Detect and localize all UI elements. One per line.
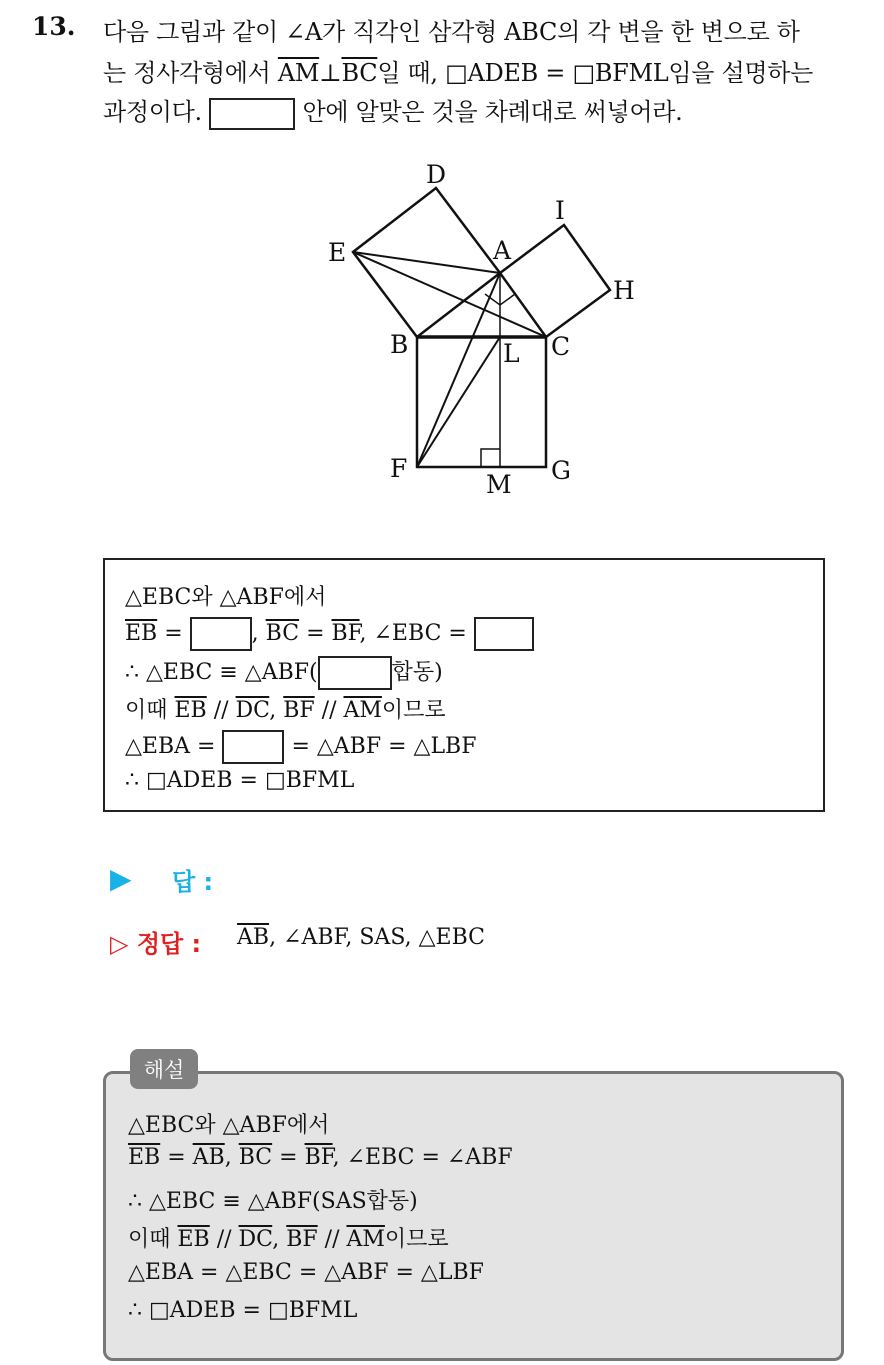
correct-answer-label: ▷ 정답 : (110, 930, 202, 958)
segment-bc: $\overline{BC}$ (265, 621, 300, 646)
segment-am: $\overline{AM}$ (346, 1227, 385, 1252)
congruence-suffix: 합동) (391, 660, 443, 685)
segment-am: $\overline{AM}$ (343, 698, 382, 723)
segment-lf (417, 337, 500, 467)
segment-bc: $\overline{BC}$ (238, 1145, 273, 1170)
segment-eb: $\overline{EB}$ (128, 1145, 161, 1170)
parallel-symbol: // (209, 1227, 239, 1252)
equals-sign: = (272, 1145, 305, 1170)
proof-text: △EBA = (125, 734, 223, 759)
answer-values: , ∠ABF, SAS, △EBC (269, 925, 485, 950)
play-triangle-icon: ▶ (110, 862, 132, 895)
square-bcgf (417, 337, 546, 467)
question-text-line3 (103, 92, 682, 130)
proof-line-6: ∴ □ADEB = □BFML (125, 768, 355, 793)
angle-ebc: , ∠EBC = (359, 621, 474, 646)
segment-ab: $\overline{AB}$ (237, 925, 270, 950)
proof-box (103, 558, 825, 812)
explanation-line-1: △EBC와 △ABF에서 (128, 1113, 330, 1138)
question-text: 안에 알맞은 것을 차례대로 써넣어라. (295, 98, 683, 126)
geometry-figure (320, 155, 660, 500)
label-g: G (551, 456, 571, 485)
proof-line-5 (125, 730, 477, 764)
answer-blank-4[interactable] (222, 730, 284, 764)
segment-bc: $\overline{BC}$ (341, 59, 378, 87)
answer-blank-2[interactable] (474, 617, 534, 651)
segment-dc: $\overline{DC}$ (238, 1227, 273, 1252)
segment-eb: $\overline{EB}$ (177, 1227, 210, 1252)
parallel-symbol: // (314, 698, 344, 723)
explanation-line-2 (128, 1145, 513, 1170)
answer-blank-1[interactable] (190, 617, 252, 651)
segment-eb: $\overline{EB}$ (174, 698, 207, 723)
explanation-line-3: ∴ △EBC ≡ △ABF(SAS합동) (128, 1189, 418, 1214)
answer-label: 답 : (172, 868, 214, 896)
proof-text: = △ABF = △LBF (284, 734, 477, 759)
segment-ec (353, 252, 546, 337)
question-text: 는 정사각형에서 (103, 59, 278, 87)
label-h: H (613, 276, 635, 305)
question-text: 일 때, □ADEB = □BFML임을 설명하는 (377, 59, 814, 87)
explanation-line-4 (128, 1222, 449, 1253)
comma: , (251, 621, 266, 646)
right-angle-mark-m (481, 449, 500, 467)
question-text-line1: 다음 그림과 같이 ∠A가 직각인 삼각형 ABC의 각 변을 한 변으로 하 (103, 18, 800, 46)
answer-blank-3[interactable] (318, 656, 392, 690)
equals-sign: = (157, 621, 190, 646)
parallel-symbol: // (317, 1227, 347, 1252)
perpendicular-symbol: ⊥ (319, 59, 342, 87)
comma: , (269, 698, 284, 723)
label-m: M (486, 470, 512, 499)
correct-answer-text (237, 925, 485, 950)
explanation-tab: 해설 (130, 1049, 198, 1089)
label-i: I (555, 196, 565, 225)
blank-box (209, 98, 295, 130)
explanation-line-6: ∴ □ADEB = □BFML (128, 1298, 358, 1323)
proof-text: 이므로 (381, 698, 446, 723)
segment-dc: $\overline{DC}$ (235, 698, 270, 723)
segment-bf: $\overline{BF}$ (331, 621, 360, 646)
segment-bf: $\overline{BF}$ (286, 1227, 318, 1252)
proof-text: 이때 (125, 698, 175, 723)
label-a: A (493, 236, 512, 265)
answer-row (110, 862, 214, 896)
label-f: F (390, 454, 408, 483)
proof-line-1: △EBC와 △ABF에서 (125, 585, 327, 610)
question-text-line2 (103, 53, 813, 88)
comma: , (272, 1227, 287, 1252)
label-c: C (551, 332, 571, 361)
segment-am: $\overline{AM}$ (277, 59, 320, 87)
segment-ab: $\overline{AB}$ (192, 1145, 225, 1170)
label-l: L (503, 339, 520, 368)
label-e: E (328, 238, 347, 267)
angle-equality: , ∠EBC = ∠ABF (332, 1145, 513, 1170)
question-text: 과정이다. (103, 98, 210, 126)
parallel-symbol: // (206, 698, 236, 723)
segment-eb: $\overline{EB}$ (125, 621, 158, 646)
explanation-box (103, 1071, 844, 1361)
equals-sign: = (299, 621, 332, 646)
question-number: 13. (32, 12, 76, 41)
proof-line-3 (125, 655, 443, 690)
comma: , (224, 1145, 239, 1170)
explanation-line-5: △EBA = △EBC = △ABF = △LBF (128, 1260, 484, 1285)
segment-bf: $\overline{BF}$ (304, 1145, 333, 1170)
proof-line-2 (125, 617, 534, 651)
square-achi (500, 225, 610, 337)
congruence-text: ∴ △EBC ≡ △ABF( (125, 660, 318, 685)
proof-line-4 (125, 693, 446, 724)
equals-sign: = (160, 1145, 193, 1170)
explanation-text: 이때 (128, 1227, 178, 1252)
segment-bf: $\overline{BF}$ (283, 698, 315, 723)
label-b: B (390, 330, 409, 359)
explanation-text: 이므로 (384, 1227, 449, 1252)
segment-af (417, 273, 500, 467)
label-d: D (426, 160, 447, 189)
